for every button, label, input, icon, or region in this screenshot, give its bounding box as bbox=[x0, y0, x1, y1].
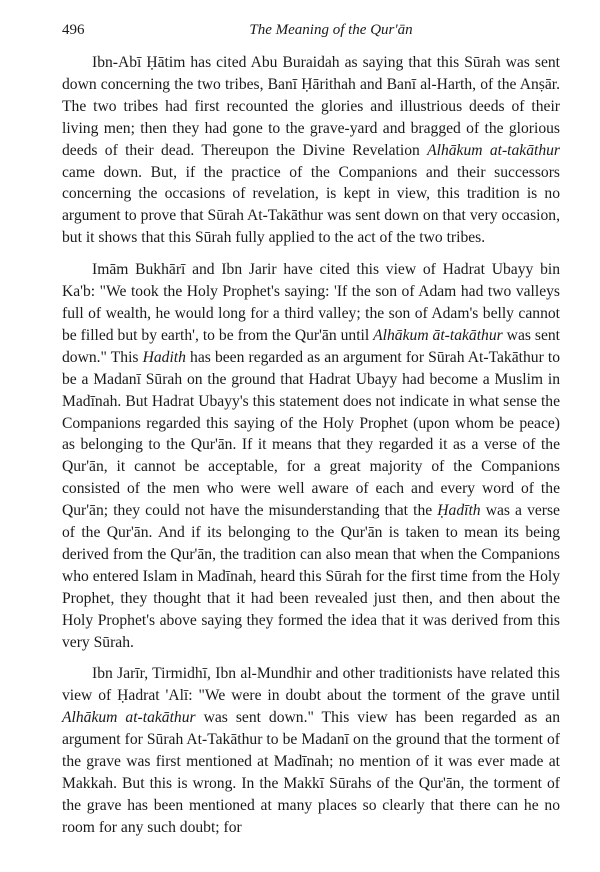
body-text bbox=[62, 52, 560, 839]
italic-term: Alhākum āt-takāthur bbox=[373, 326, 503, 344]
page-header bbox=[62, 18, 560, 44]
italic-term: Alhākum at-takāthur bbox=[62, 709, 196, 727]
text-run: Imām Bukhārī and Ibn Jarir have cited this view of Hadrat Ubayy bin Ka'b: "We took the Holy Prophet's saying: 'If the son of Adam had two valleys full of wealth, he would long for a third valley; the son of Adam's belly cannot be filled but by earth', to be from the Qur'ān until bbox=[62, 261, 560, 344]
text-run: was sent down." This bbox=[62, 326, 561, 366]
italic-term: Hadith bbox=[142, 348, 186, 366]
text-run: Ibn Jarīr, Tirmidhī, Ibn al-Mundhir and other traditionists have related this view of Ḥadrat 'Alī: "We were in doubt about the torment of the grave until bbox=[62, 665, 560, 705]
paragraph bbox=[62, 259, 560, 653]
page-number: 496 bbox=[62, 22, 85, 38]
italic-term: Alhākum at-takāthur bbox=[427, 141, 561, 159]
text-run: has been regarded as an argument for Sūrah At-Takāthur to be a Madanī Sūrah on the ground that Hadrat Ubayy had become a Muslim in Madīnah. But Hadrat Ubayy's this statement does not indicate in what sense the Companions regarded this saying of the Holy Prophet (upon whom be peace) as belonging to the Qur'ān. If it means that they regarded it as a verse of the Qur'ān, it cannot be acceptable, for a great majority of the Companions consisted of the men who were well aware of each and every word of the Qur'ān; they could not have the misunderstanding that the bbox=[62, 348, 561, 520]
italic-term: Ḥadīth bbox=[437, 502, 481, 520]
running-title: The Meaning of the Qur'ān bbox=[249, 22, 413, 38]
text-run: was a verse of the Qur'ān. And if its belonging to the Qur'ān is taken to mean its being derived from the Qur'ān, the tradition can also mean that when the Companions who entered Islam in Madīnah, heard this Sūrah for the first time from the Holy Prophet, they thought that it had been revealed just then, and then about the Holy Prophet's above saying they formed the idea that it was derived from this very Sūrah. bbox=[62, 502, 560, 651]
text-run: was sent down." This view has been regarded as an argument for Sūrah At-Takāthur to be Madanī on the ground that the torment of the grave was first mentioned at Madīnah; no mention of it was ever made at Makkah. But this is wrong. In the Makkī Sūrahs of the Qur'ān, the torment of the grave has been mentioned at many places so clearly that there can he no room for any such doubt; for bbox=[62, 709, 560, 836]
text-run: came down. But, if the practice of the Companions and their successors concerning the occasions of revelation, is kept in view, this tradition is no argument to prove that Sūrah At-Takāthur was sent down on that very occasion, but it shows that this Sūrah fully applied to the act of the two tribes. bbox=[62, 163, 560, 247]
paragraph bbox=[62, 52, 560, 249]
text-run: Ibn-Abī Ḥātim has cited Abu Buraidah as saying that this Sūrah was sent down concerning the two tribes, Banī Ḥārithah and Banī al-Harth, of the Anṣār. The two tribes had first recounted the glories and illustrious deeds of their living men; then they had gone to the grave-yard and bragged of the glorious deeds of their dead. Thereupon the Divine Revelation bbox=[62, 54, 560, 159]
paragraph bbox=[62, 663, 560, 838]
